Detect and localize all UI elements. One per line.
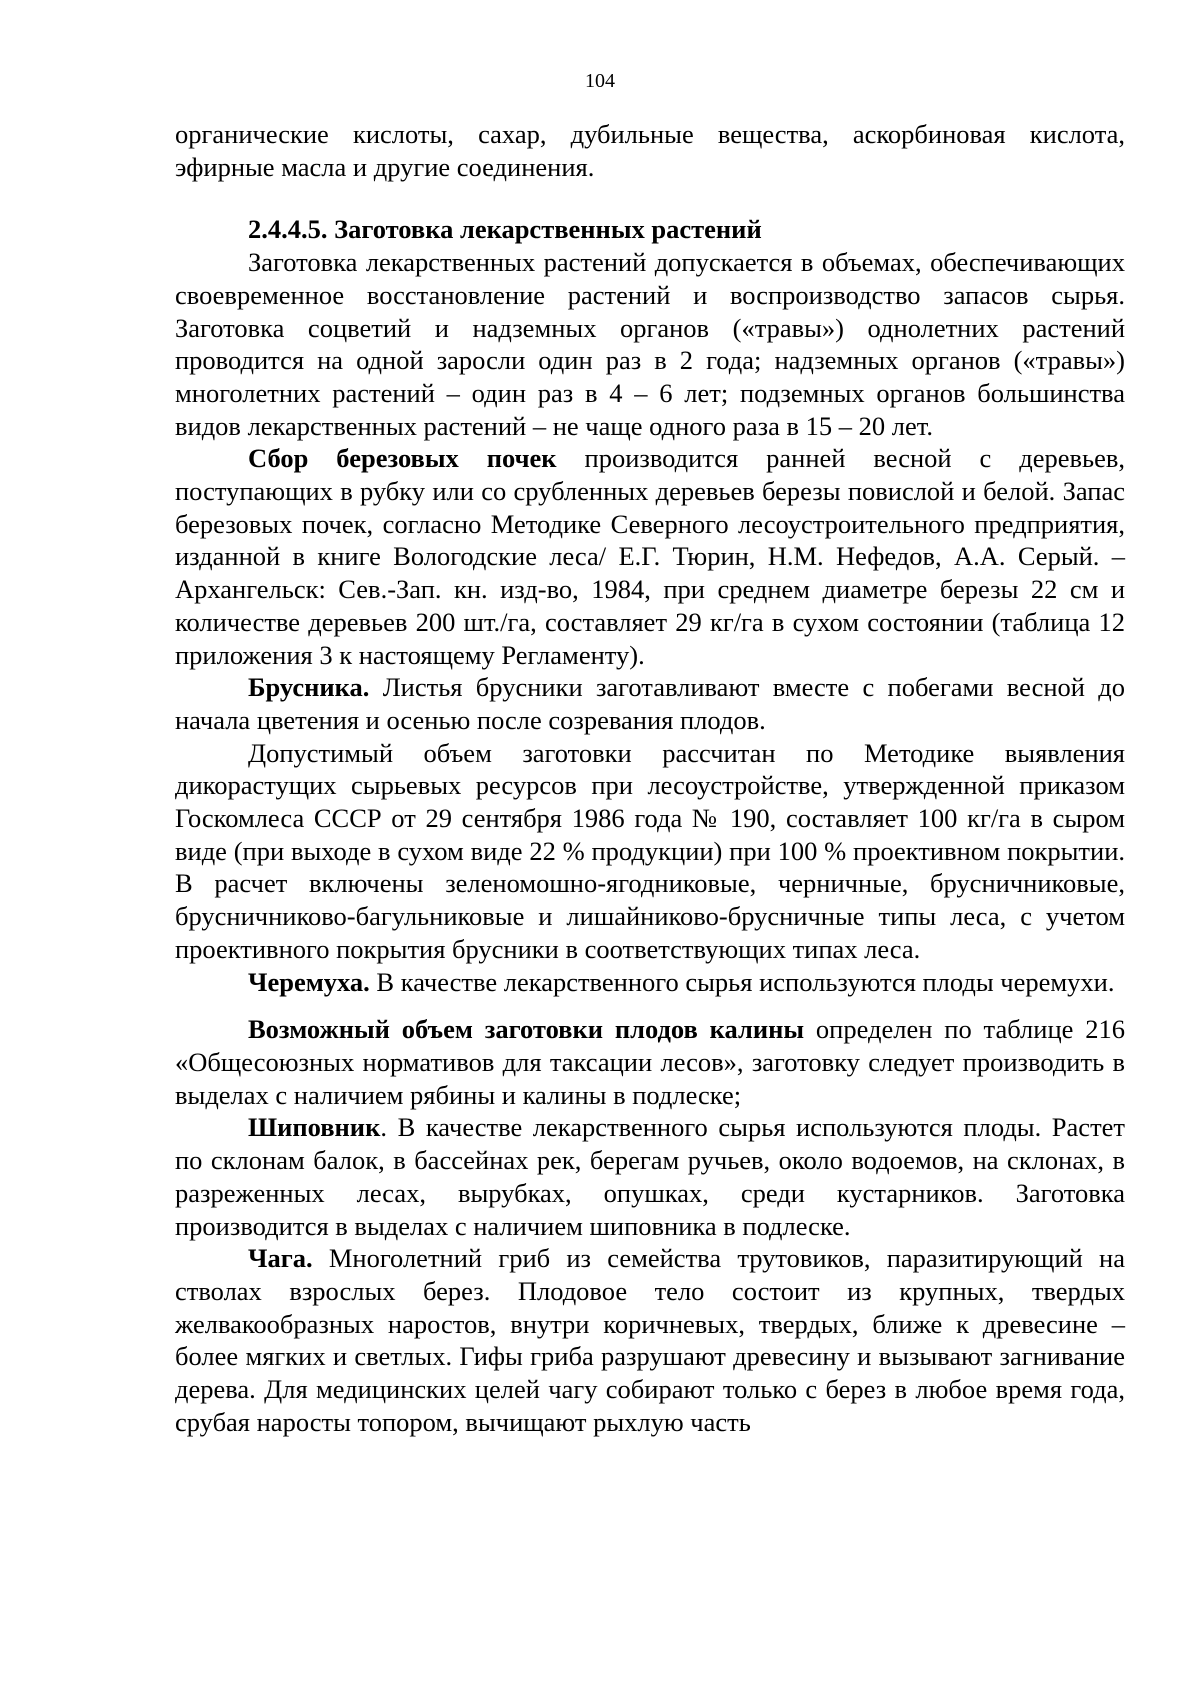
spacer xyxy=(175,183,1125,213)
term-birch-buds: Сбор березовых почек xyxy=(248,443,557,474)
term-viburnum: Возможный объем заготовки плодов калины xyxy=(248,1014,805,1045)
paragraph-bird-cherry xyxy=(175,966,1125,999)
paragraph-viburnum xyxy=(175,1013,1125,1111)
term-bird-cherry: Черемуха. xyxy=(248,966,370,997)
term-lingonberry: Брусника. xyxy=(248,672,370,703)
section-heading: 2.4.4.5. Заготовка лекарственных растений xyxy=(248,214,762,245)
text-chaga: Многолетний гриб из семейства трутовиков, паразитирующий на стволах взрослых берез. Плодовое тело состоит из крупных, твердых желвакообразных наростов, внутри коричневых, твердых, ближе к древесине – более мягких и светлых. Гифы гриба разрушают древесину и вызывают загнивание дерева. Для медицинских целей чагу собирают только с берез в любое время года, срубая наросты топором, вычищают рыхлую часть xyxy=(175,1243,1125,1437)
paragraph-lingonberry xyxy=(175,671,1125,736)
text-lingonberry: Листья брусники заготавливают вместе с побегами весной до начала цветения и осенью после созревания плодов. xyxy=(175,672,1125,735)
text-rosehip: . В качестве лекарственного сырья используются плоды. Растет по склонам балок, в бассейнах рек, берегам ручьев, около водоемов, на склонах, в разреженных лесах, вырубках, опушках, среди кустарников. Заготовка производится в выделах с наличием шиповника в подлеске. xyxy=(175,1112,1125,1241)
paragraph-allowable-volume: Допустимый объем заготовки рассчитан по Методике выявления дикорастущих сырьевых ресурсов при лесоустройстве, утвержденной приказом Госкомлеса СССР от 29 сентября 1986 года № 190, составляет 100 кг/га в сыром виде (при выходе в сухом виде 22 % продукции) при 100 % проективном покрытии. В расчет включены зеленомошно-ягодниковые, черничные, брусничниковые, брусничниково-багульниковые и лишайниково-брусничные типы леса, с учетом проективного покрытия брусники в соответствующих типах леса. xyxy=(175,737,1125,964)
paragraph-birch-buds xyxy=(175,442,1125,671)
paragraph-rosehip xyxy=(175,1111,1125,1242)
paragraph-chaga xyxy=(175,1242,1125,1438)
text-birch-buds: производится ранней весной с деревьев, поступающих в рубку или со срубленных деревьев березы повислой и белой. Запас березовых почек, согласно Методике Северного лесоустроительного предприятия, изданной в книге Вологодские леса/ Е.Г. Тюрин, Н.М. Нефедов, А.А. Серый. – Архангельск: Сев.-Зап. кн. изд-во, 1984, при среднем диаметре березы 22 см и количестве деревьев 200 шт./га, составляет 29 кг/га в сухом состоянии (таблица 12 приложения 3 к настоящему Регламенту). xyxy=(175,443,1125,670)
text-viburnum: определен по таблице 216 «Общесоюзных нормативов для таксации лесов», заготовку следует производить в выделах с наличием рябины и калины в подлеске; xyxy=(175,1014,1125,1110)
page-content xyxy=(175,118,1125,1438)
page-number: 104 xyxy=(585,70,615,92)
term-chaga: Чага. xyxy=(248,1243,313,1274)
spacer xyxy=(175,998,1125,1013)
term-rosehip: Шиповник xyxy=(248,1112,381,1143)
text-bird-cherry: В качестве лекарственного сырья используются плоды черемухи. xyxy=(369,966,1115,997)
intro-paragraph: органические кислоты, сахар, дубильные вещества, аскорбиновая кислота, эфирные масла и другие соединения. xyxy=(175,119,1125,182)
paragraph-harvest-rules: Заготовка лекарственных растений допускается в объемах, обеспечивающих своевременное восстановление растений и воспроизводство запасов сырья. Заготовка соцветий и надземных органов («травы») однолетних растений проводится на одной заросли один раз в 2 года; надземных органов («травы») многолетних растений – один раз в 4 – 6 лет; подземных органов большинства видов лекарственных растений – не чаще одного раза в 15 – 20 лет. xyxy=(175,247,1125,441)
